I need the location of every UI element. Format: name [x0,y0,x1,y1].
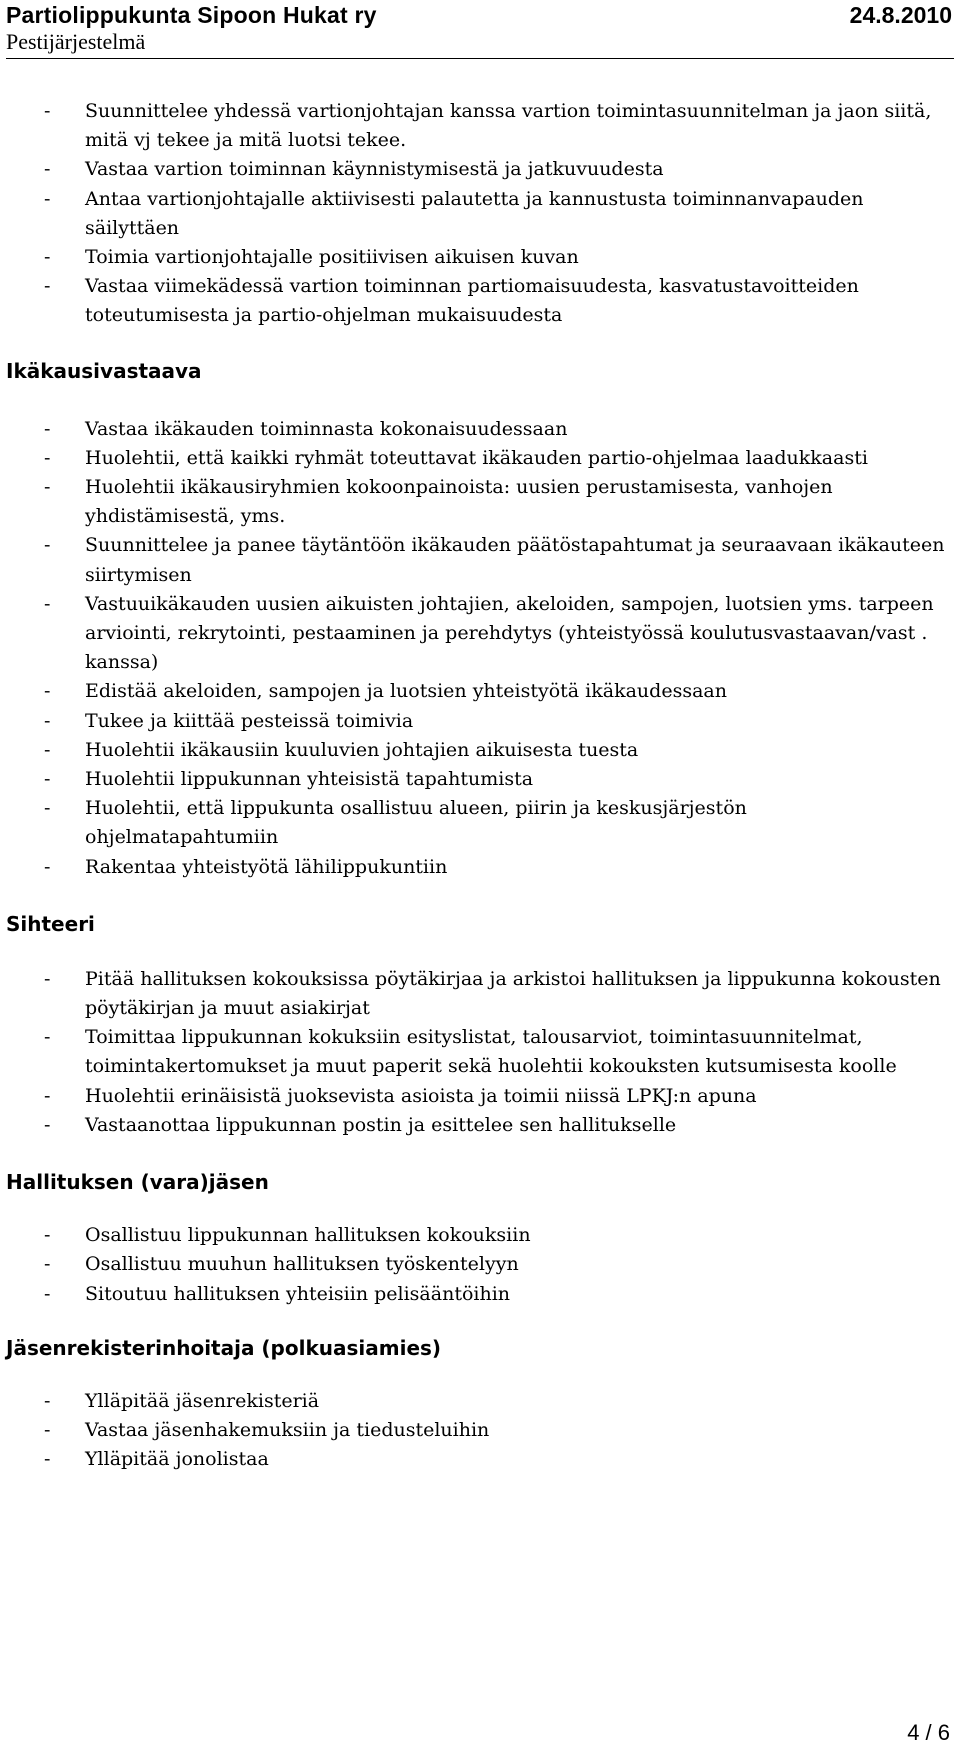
duty-list [6,415,946,882]
list-item: - Huolehtii erinäisistä juoksevista asioista ja toimii niissä LPKJ:n apuna [44,1084,757,1107]
section-sihteeri [6,910,946,1140]
section-heading: Hallituksen (vara)jäsen [6,1170,269,1195]
list-item: - Vastaa viimekädessä vartion toiminnan partiomaisuudesta, kasvatustavoitteiden toteutumisesta ja partio-ohjelman mukaisuudesta [44,275,859,327]
section-heading: Ikäkausivastaava [6,358,202,383]
duty-list [6,1221,946,1309]
section-jasenrekisterinhoitaja [6,1334,946,1475]
list-item: - Tukee ja kiittää pesteissä toimivia [44,709,414,732]
duty-list [6,965,946,1140]
section-hallituksen-jasen [6,1168,946,1309]
list-item: - Suunnittelee yhdessä vartionjohtajan kanssa vartion toimintasuunnitelman ja jaon siitä, mitä vj tekee ja mitä luotsi tekee. [44,100,932,152]
document-body [6,97,946,1474]
list-item: - Toimia vartionjohtajalle positiivisen aikuisen kuvan [44,246,579,269]
list-item: - Huolehtii, että lippukunta osallistuu alueen, piirin ja keskusjärjestön ohjelmatapahtumiin [44,797,747,849]
list-item: - Sitoutuu hallituksen yhteisiin pelisääntöihin [44,1282,511,1305]
list-item: - Pitää hallituksen kokouksissa pöytäkirjaa ja arkistoi hallituksen ja lippukunna kokousten pöytäkirjan ja muut asiakirjat [44,967,941,1020]
list-item: - Osallistuu lippukunnan hallituksen kokouksiin [44,1224,531,1247]
header-organization: Partiolippukunta Sipoon Hukat ry [6,2,377,28]
list-item: - Huolehtii lippukunnan yhteisistä tapahtumista [44,768,534,791]
section-luotsi-continuation [6,97,946,331]
list-item: - Vastaa vartion toiminnan käynnistymisestä ja jatkuvuudesta [44,158,664,181]
list-item: - Ylläpitää jäsenrekisteriä [44,1389,320,1412]
list-item: - Suunnittelee ja panee täytäntöön ikäkauden päätöstapahtumat ja seuraavaan ikäkauteen siirtymisen [44,534,945,586]
list-item: - Huolehtii ikäkausiin kuuluvien johtajien aikuisesta tuesta [44,738,639,761]
header-subtitle: Pestijärjestelmä [6,29,146,54]
list-item: - Vastaa ikäkauden toiminnasta kokonaisuudessaan [44,417,568,440]
header-date: 24.8.2010 [849,2,952,28]
list-item: - Huolehtii ikäkausiryhmien kokoonpainoista: uusien perustamisesta, vanhojen yhdistämisestä, yms. [44,476,833,528]
list-item: - Vastaanottaa lippukunnan postin ja esittelee sen hallitukselle [44,1113,677,1136]
duty-list [6,1387,946,1475]
list-item: - Ylläpitää jonolistaa [44,1448,269,1471]
list-item: - Vastaa jäsenhakemuksiin ja tiedusteluihin [44,1418,490,1441]
list-item: - Osallistuu muuhun hallituksen työskentelyyn [44,1253,519,1276]
section-heading: Jäsenrekisterinhoitaja (polkuasiamies) [6,1335,442,1360]
section-heading: Sihteeri [6,911,95,936]
list-item: - Toimittaa lippukunnan kokuksiin esityslistat, talousarviot, toimintasuunnitelmat, toimintakertomukset ja muut paperit sekä huolehtii kokouksten kutsumisesta koolle [44,1026,897,1078]
list-item: - Vastuuikäkauden uusien aikuisten johtajien, akeloiden, sampojen, luotsien yms. tarpeen arviointi, rekrytointi, pestaaminen ja perehdytys (yhteistyössä koulutusvastaavan/vast . kanssa) [44,592,934,674]
duty-list [6,97,946,331]
section-ikakausivastaava [6,357,946,882]
page-header [6,0,954,59]
list-item: - Edistää akeloiden, sampojen ja luotsien yhteistyötä ikäkaudessaan [44,680,727,703]
page-number: 4 / 6 [907,1720,950,1745]
list-item: - Antaa vartionjohtajalle aktiivisesti palautetta ja kannustusta toiminnanvapauden säilyttäen [44,187,864,239]
list-item: - Rakentaa yhteistyötä lähilippukuntiin [44,855,448,878]
list-item: - Huolehtii, että kaikki ryhmät toteuttavat ikäkauden partio-ohjelmaa laadukkaasti [44,446,868,469]
